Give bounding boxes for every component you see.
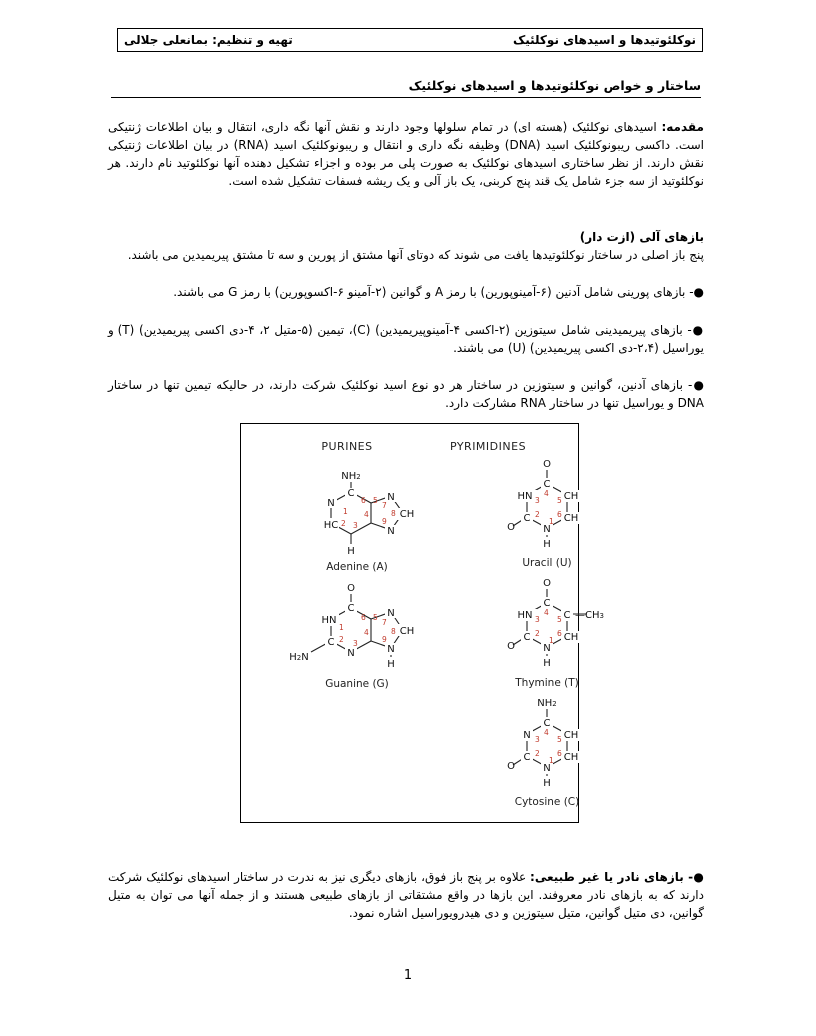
svg-text:CH: CH (399, 509, 415, 520)
svg-text:5: 5 (373, 496, 378, 505)
svg-text:HC: HC (323, 520, 339, 531)
svg-text:4: 4 (544, 608, 549, 617)
svg-text:CH: CH (563, 730, 579, 741)
svg-text:1: 1 (549, 636, 554, 645)
intro-paragraph (108, 118, 704, 190)
svg-text:HN: HN (321, 615, 337, 626)
svg-text:6: 6 (557, 510, 562, 519)
svg-text:C: C (523, 632, 531, 643)
svg-text:2: 2 (339, 635, 344, 644)
svg-text:O: O (507, 641, 515, 652)
section-title: ساختار و خواص نوکلئوتیدها و اسیدهای نوکلئیک (111, 78, 701, 98)
svg-text:N: N (387, 608, 395, 619)
svg-text:C: C (563, 610, 571, 621)
svg-text:H: H (387, 659, 395, 670)
svg-text:H: H (347, 546, 355, 557)
svg-text:4: 4 (364, 510, 369, 519)
svg-text:3: 3 (353, 521, 358, 530)
svg-text:8: 8 (391, 627, 396, 636)
svg-text:O: O (507, 761, 515, 772)
svg-text:NH2: NH2 (537, 698, 557, 709)
purines-label: PURINES (321, 440, 373, 453)
svg-text:C: C (543, 598, 551, 609)
svg-text:C: C (523, 513, 531, 524)
rare-bases-paragraph (108, 868, 704, 922)
svg-text:7: 7 (382, 501, 387, 510)
adenine-caption: Adenine (A) (326, 561, 388, 573)
svg-text:3: 3 (535, 496, 540, 505)
svg-text:N: N (347, 648, 355, 659)
svg-text:H2N: H2N (289, 652, 309, 663)
svg-text:6: 6 (557, 629, 562, 638)
svg-text:C: C (543, 479, 551, 490)
uracil-structure (507, 459, 579, 569)
svg-text:3: 3 (535, 735, 540, 744)
svg-text:N: N (543, 763, 551, 774)
header-right-title: نوکلئوتیدها و اسیدهای نوکلئیک (512, 33, 696, 47)
nucleobase-structures (241, 424, 604, 824)
svg-text:N: N (387, 644, 395, 655)
svg-text:5: 5 (557, 735, 562, 744)
rare-bases-label: ●- بازهای نادر یا غیر طبیعی: (530, 870, 704, 884)
svg-text:N: N (387, 492, 395, 503)
bases-section (108, 228, 704, 264)
svg-text:4: 4 (544, 728, 549, 737)
svg-text:8: 8 (391, 509, 396, 518)
svg-text:6: 6 (361, 496, 366, 505)
svg-text:C: C (347, 603, 355, 614)
pyrimidines-label: PYRIMIDINES (449, 440, 527, 453)
bases-heading: بازهای آلی (ازت دار) (579, 230, 704, 244)
svg-text:2: 2 (341, 519, 346, 528)
svg-text:O: O (507, 522, 515, 533)
svg-text:9: 9 (382, 635, 387, 644)
cytosine-caption: Cytosine (C) (514, 796, 580, 808)
header-left-title: تهیه و تنظیم: بمانعلی جلالی (124, 33, 293, 47)
svg-text:N: N (543, 524, 551, 535)
svg-text:9: 9 (382, 517, 387, 526)
svg-text:3: 3 (535, 615, 540, 624)
svg-text:5: 5 (557, 496, 562, 505)
svg-text:6: 6 (361, 613, 366, 622)
thymine-structure (507, 578, 604, 689)
svg-text:H: H (543, 539, 551, 550)
cytosine-structure (507, 698, 579, 808)
svg-text:N: N (523, 730, 531, 741)
intro-text: اسیدهای نوکلئیک (هسته ای) در تمام سلولها وجود دارند و نقش آنها نگه داری، انتقال و بیان اطلاعات ژنتیکی است. داکسی ریبونوکلئیک اسید (DNA) وظیفه نگه داری و انتقال و ریبونوکلئیک اسید (RNA) در بیان اطلاعات ژنتیکی نقش دارند. از نظر ساختاری اسیدهای نوکلئیک به صورت پلی مر بوده و اجزاء تشکیل دهنده آنها نوکلئوتید نام دارند. هر نوکلئوتید از سه جزء شامل یک قند پنج کربنی، یک باز آلی و یک ریشه فسفات تشکیل شده است. (108, 120, 705, 188)
svg-text:N: N (543, 643, 551, 654)
svg-text:CH: CH (399, 626, 415, 637)
svg-text:O: O (347, 583, 355, 594)
svg-text:C: C (543, 718, 551, 729)
svg-text:6: 6 (557, 749, 562, 758)
thymine-caption: Thymine (T) (515, 677, 579, 689)
svg-text:3: 3 (353, 639, 358, 648)
svg-text:CH: CH (563, 513, 579, 524)
svg-text:O: O (543, 578, 551, 589)
svg-text:4: 4 (364, 628, 369, 637)
guanine-structure (289, 583, 415, 690)
svg-text:1: 1 (343, 507, 348, 516)
svg-text:HN: HN (517, 610, 533, 621)
rare-bases-text: علاوه بر پنج باز فوق، بازهای دیگری نیز به ندرت در ساختار اسیدهای نوکلئیک شرکت دارند که به بازهای نادر معروفند. این بازها در واقع مشتقاتی از بازهای طبیعی هستند و از جمله آنها می توان به متیل گوانین، دی متیل گوانین، متیل سیتوزین و دی هیدرویوراسیل اشاره نمود. (108, 870, 704, 920)
svg-text:2: 2 (535, 510, 540, 519)
svg-text:CH: CH (563, 491, 579, 502)
svg-text:2: 2 (535, 749, 540, 758)
svg-text:O: O (543, 459, 551, 470)
svg-text:5: 5 (557, 615, 562, 624)
svg-text:HN: HN (517, 491, 533, 502)
svg-text:2: 2 (535, 629, 540, 638)
page-header (117, 28, 703, 52)
svg-text:CH: CH (563, 752, 579, 763)
svg-text:1: 1 (549, 756, 554, 765)
nucleobase-figure (240, 423, 604, 823)
svg-text:C: C (327, 637, 335, 648)
adenine-structure (324, 471, 415, 573)
purine-bullet: ●- بازهای پورینی شامل آدنین (۶-آمینوپورین) با رمز A و گوانین (۲-آمینو ۶-اکسوپورین) با رمز G می باشند. (173, 285, 704, 299)
svg-text:C: C (347, 488, 355, 499)
svg-text:N: N (327, 498, 335, 509)
svg-text:NH2: NH2 (341, 471, 361, 482)
svg-text:—CH3: —CH3 (575, 610, 604, 621)
svg-text:7: 7 (382, 618, 387, 627)
svg-text:H: H (543, 658, 551, 669)
svg-text:N: N (387, 526, 395, 537)
bases-intro: پنج باز اصلی در ساختار نوکلئوتیدها یافت می شوند که دوتای آنها مشتق از پورین و سه تا مشتق پیریمیدین می باشند. (127, 248, 704, 262)
uracil-caption: Uracil (U) (522, 557, 572, 569)
page-number: 1 (403, 968, 413, 983)
svg-text:4: 4 (544, 489, 549, 498)
pyrimidine-bullet: ●- بازهای پیریمیدینی شامل سیتوزین (۲-اکسی ۴-آمینوپیریمیدین) (C)، تیمین (۵-متیل ۲، ۴-دی اکسی پیریمیدین) (T) و یوراسیل (۲،۴-دی اکسی پیریمیدین) (U) می باشند. (108, 323, 704, 355)
svg-text:1: 1 (339, 623, 344, 632)
svg-text:CH: CH (563, 632, 579, 643)
guanine-caption: Guanine (G) (325, 678, 389, 690)
intro-label: مقدمه: (661, 120, 704, 134)
svg-text:1: 1 (549, 517, 554, 526)
svg-text:H: H (543, 778, 551, 789)
svg-text:5: 5 (373, 613, 378, 622)
svg-text:C: C (523, 752, 531, 763)
presence-bullet: ●- بازهای آدنین، گوانین و سیتوزین در ساختار هر دو نوع اسید نوکلئیک شرکت دارند، در حالیکه تیمین تنها در ساختار DNA و یوراسیل تنها در ساختار RNA مشارکت دارد. (108, 378, 704, 410)
